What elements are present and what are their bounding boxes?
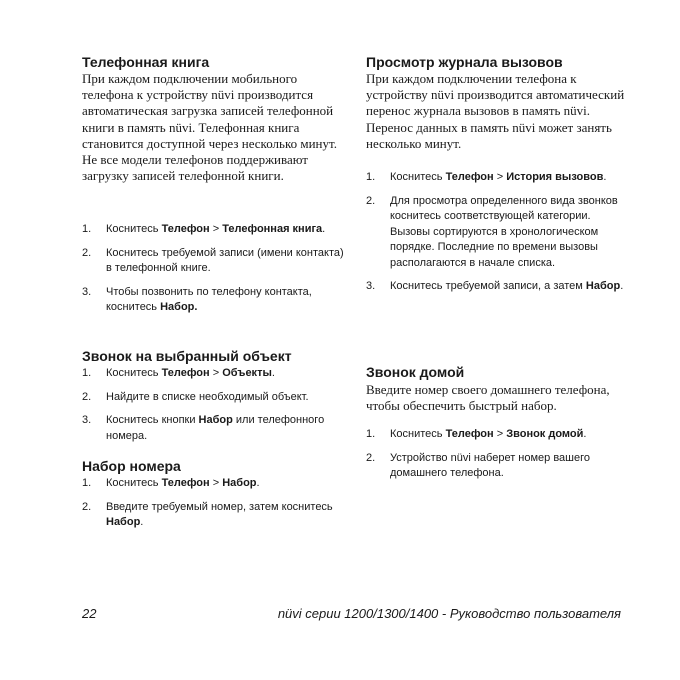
list-item: 1. Коснитесь Телефон > Объекты. (82, 367, 275, 379)
list-item: 1. Коснитесь Телефон > История вызовов. (366, 171, 607, 183)
list-item: 2. Найдите в списке необходимый объект. (82, 390, 309, 403)
list-item: 2. Для просмотра определенного вида звонков коснитесь соответствующей категории. Вызовы сортируются в хронологическом порядке. Последние по времени вызовы располагаются в начале списка. (366, 194, 618, 269)
list-item: 1. Коснитесь Телефон > Звонок домой. (366, 428, 587, 440)
list-item: 1. Коснитесь Телефон > Телефонная книга. (82, 223, 326, 235)
list-item: 1. Коснитесь Телефон > Набор. (82, 477, 260, 489)
page-number: 22 (82, 606, 97, 621)
phonebook-heading: Телефонная книга (82, 54, 210, 70)
call-home-paragraph: Введите номер своего домашнего телефона, чтобы обеспечить быстрый набор. (366, 382, 610, 414)
list-item: 2. Коснитесь требуемой записи (имени контакта) в телефонной книге. (82, 246, 344, 274)
phonebook-steps (82, 222, 347, 316)
footer-title: nüvi серии 1200/1300/1400 - Руководство пользователя (277, 606, 621, 621)
call-history-paragraph: При каждом подключении телефона к устройству nüvi производится автоматический перенос журнала вызовов в память nüvi. Перенос данных в память nüvi может занять несколько минут. (366, 71, 625, 151)
list-item: 3. Чтобы позвонить по телефону контакта, коснитесь Набор. (82, 285, 312, 313)
list-item: 3. Коснитесь кнопки Набор или телефонного номера. (82, 414, 325, 442)
call-history-heading: Просмотр журнала вызовов (366, 54, 563, 70)
list-item: 2. Устройство nüvi наберет номер вашего домашнего телефона. (366, 451, 591, 479)
dial-steps (82, 476, 347, 531)
poi-call-heading: Звонок на выбранный объект (82, 348, 292, 364)
poi-call-steps (82, 366, 347, 444)
call-history-steps (366, 170, 631, 295)
phonebook-paragraph: При каждом подключении мобильного телефона к устройству nüvi производится автоматическая загрузка записей телефонной книги в память nüvi. Телефонная книга становится доступной через несколько минут. Не все модели телефонов поддерживают загрузку записей телефонной книги. (82, 71, 337, 184)
call-home-steps (366, 427, 631, 482)
dial-heading: Набор номера (82, 458, 181, 474)
call-home-heading: Звонок домой (366, 364, 465, 380)
list-item: 2. Введите требуемый номер, затем коснитесь Набор. (82, 500, 333, 528)
list-item: 3. Коснитесь требуемой записи, а затем Набор. (366, 280, 624, 292)
